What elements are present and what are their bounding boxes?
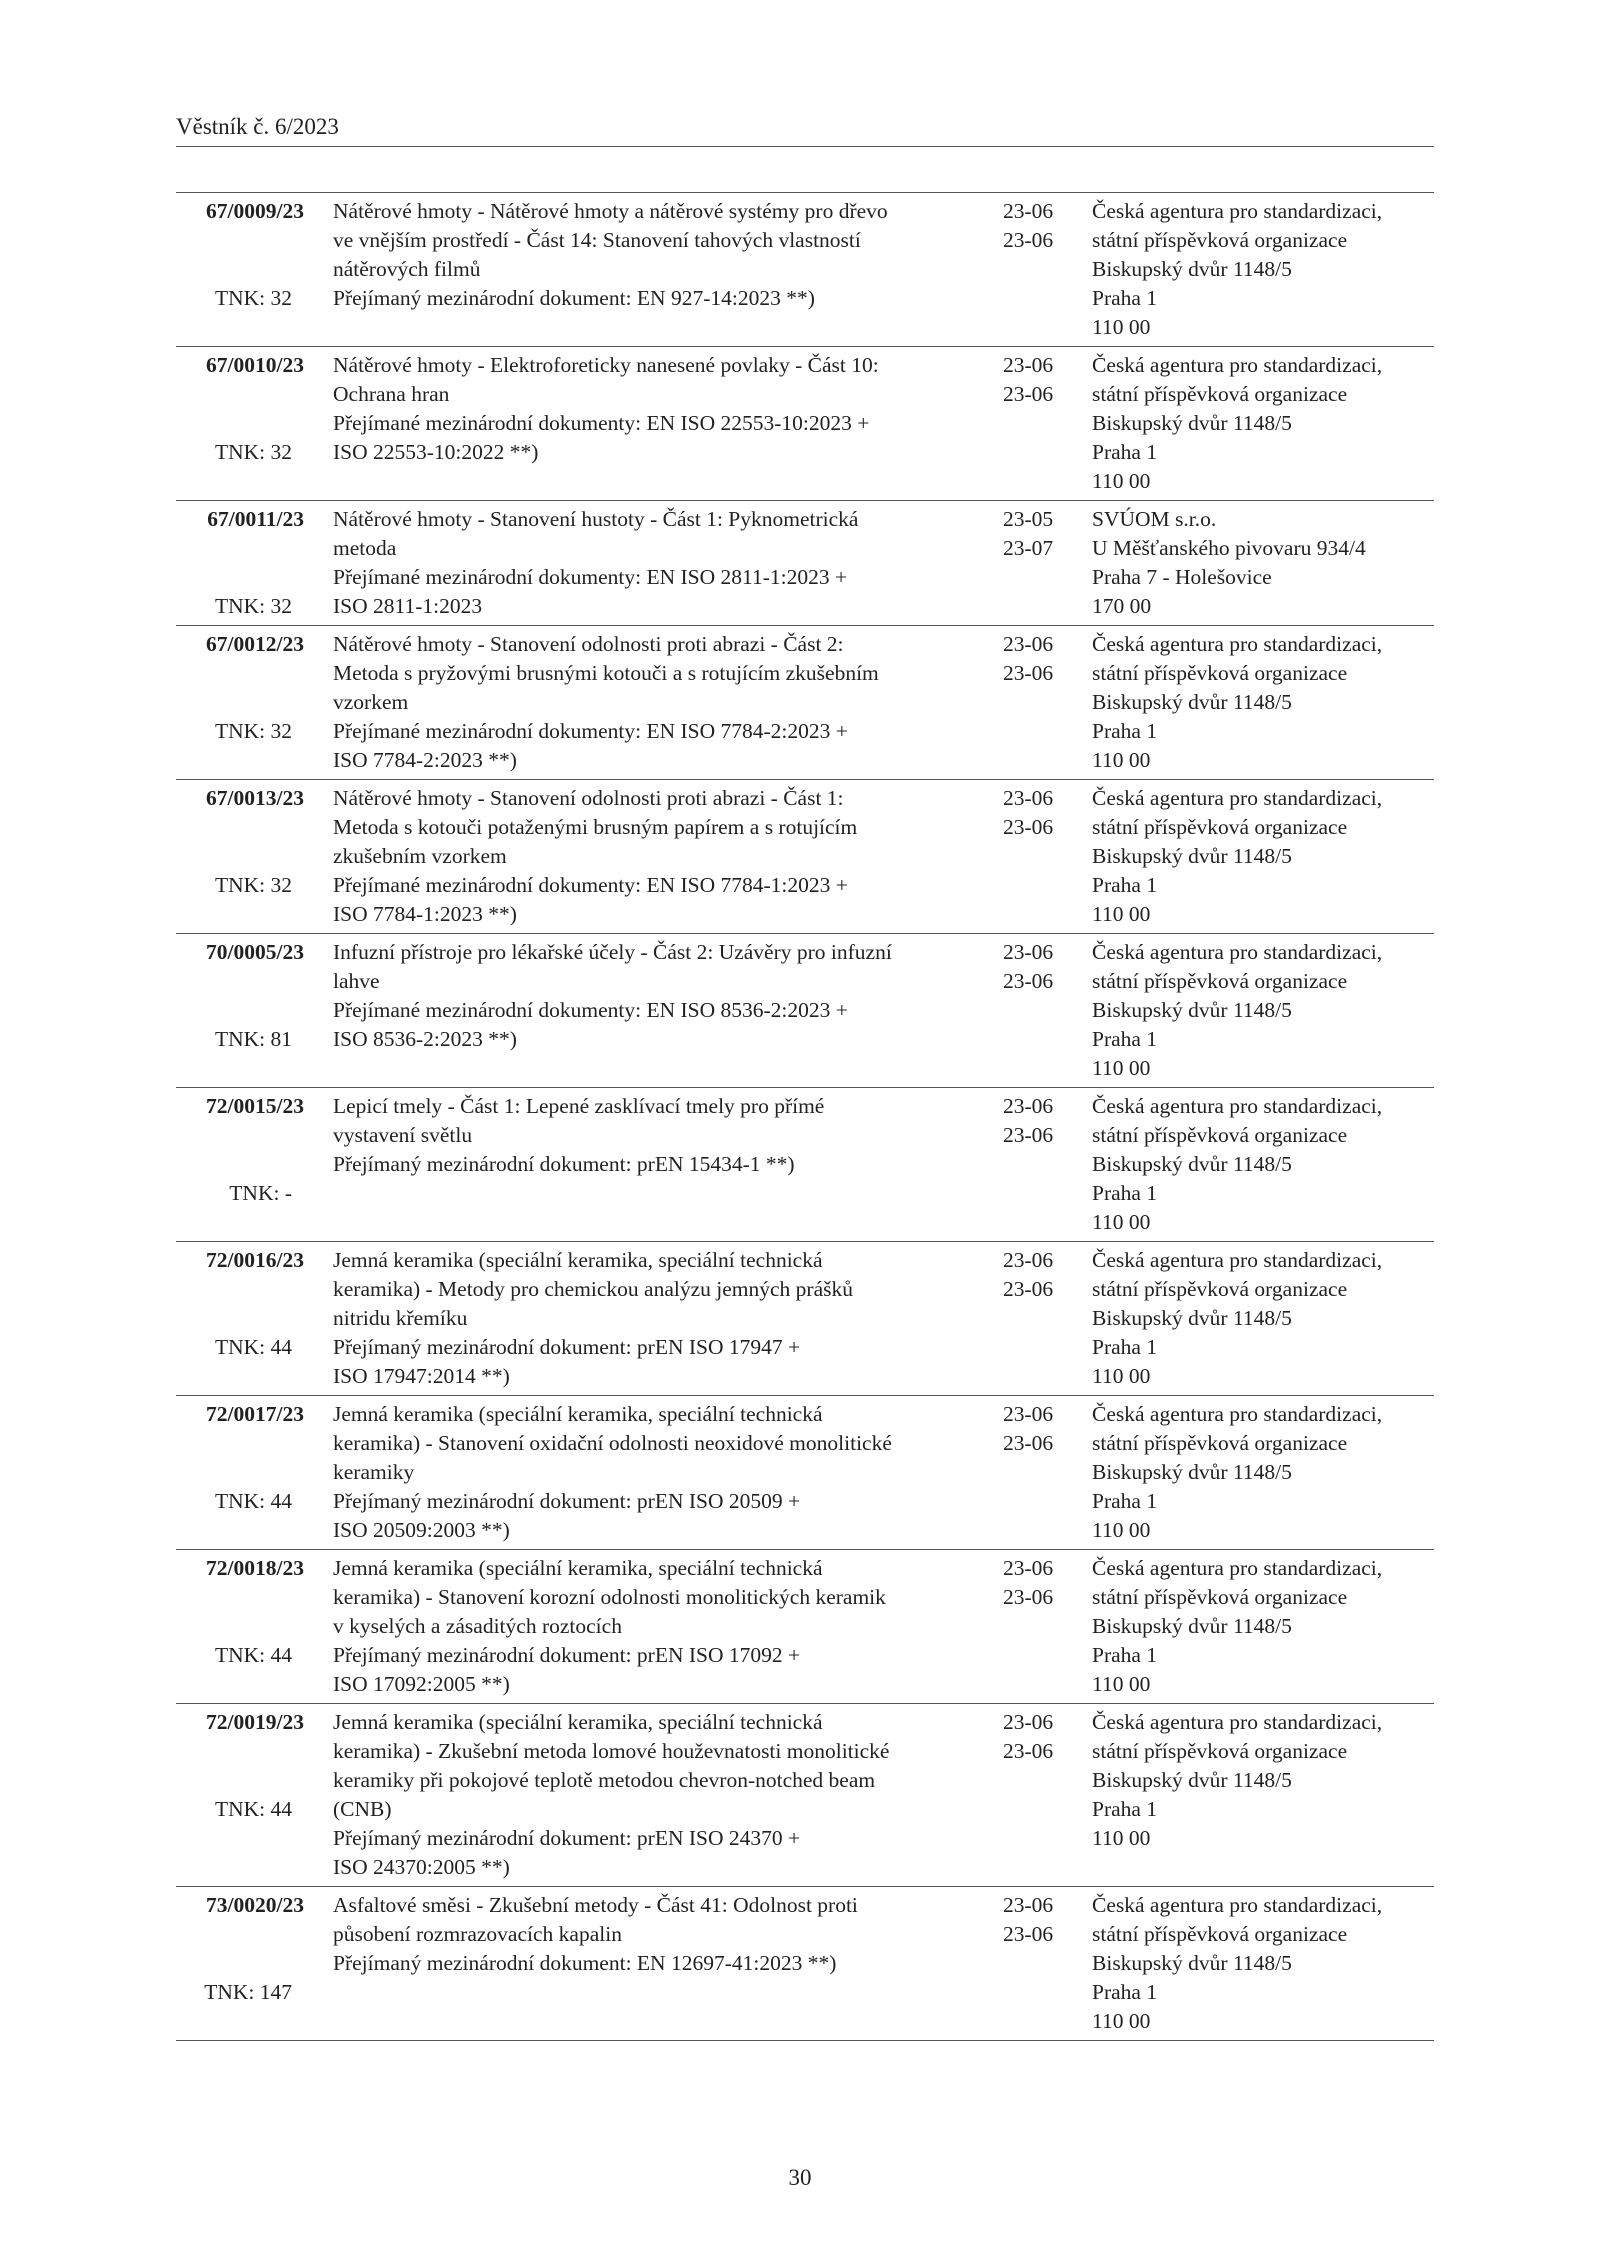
description-line: keramika) - Stanovení korozní odolnosti monolitických keramik — [333, 1585, 886, 1609]
description-line: (CNB) — [333, 1797, 392, 1821]
table-row — [176, 934, 1434, 1088]
entry-tnk: TNK: 32 — [214, 286, 292, 310]
entry-description — [333, 780, 963, 932]
description-line: ISO 8536-2:2023 **) — [333, 1027, 517, 1051]
description-line: keramika) - Stanovení oxidační odolnosti neoxidové monolitické — [333, 1431, 892, 1455]
entry-organization — [1092, 197, 1432, 342]
organization-line: 110 00 — [1092, 1210, 1151, 1234]
entry-organization — [1092, 1400, 1432, 1545]
organization-line: 110 00 — [1092, 748, 1151, 772]
entry-date: 23-06 — [1003, 1893, 1054, 1917]
entry-id: 72/0018/23 — [206, 1556, 304, 1580]
entry-date: 23-06 — [1003, 815, 1054, 839]
entry-tnk: TNK: 44 — [214, 1643, 292, 1667]
table-row — [176, 1088, 1434, 1242]
organization-line: Česká agentura pro standardizaci, — [1092, 1402, 1383, 1426]
organization-line: Praha 1 — [1092, 1797, 1158, 1821]
entry-organization — [1092, 1246, 1432, 1391]
entry-tnk: TNK: 147 — [204, 1980, 292, 2004]
description-line: keramiky — [333, 1460, 415, 1484]
organization-line: Česká agentura pro standardizaci, — [1092, 1893, 1383, 1917]
description-line: ISO 7784-2:2023 **) — [333, 748, 517, 772]
entry-dates — [1003, 1246, 1073, 1304]
entry-id: 72/0019/23 — [206, 1710, 304, 1734]
organization-line: státní příspěvková organizace — [1092, 382, 1348, 406]
description-line: ISO 20509:2003 **) — [333, 1518, 510, 1542]
entry-date: 23-06 — [1003, 1585, 1054, 1609]
entry-organization — [1092, 630, 1432, 775]
organization-line: Česká agentura pro standardizaci, — [1092, 786, 1383, 810]
description-line: Přejímané mezinárodní dokumenty: EN ISO 8536-2:2023 + — [333, 998, 848, 1022]
page-number: 30 — [788, 2165, 812, 2190]
entry-id: 70/0005/23 — [206, 940, 304, 964]
description-line: Jemná keramika (speciální keramika, speciální technická — [333, 1402, 823, 1426]
organization-line: Biskupský dvůr 1148/5 — [1092, 1306, 1292, 1330]
entry-date: 23-06 — [1003, 199, 1054, 223]
description-line: Lepicí tmely - Část 1: Lepené zasklívací tmely pro přímé — [333, 1094, 825, 1118]
entry-date: 23-06 — [1003, 1739, 1054, 1763]
organization-line: Česká agentura pro standardizaci, — [1092, 353, 1383, 377]
organization-line: Praha 1 — [1092, 286, 1158, 310]
organization-line: Praha 1 — [1092, 440, 1158, 464]
description-line: Přejímaný mezinárodní dokument: prEN ISO 24370 + — [333, 1826, 801, 1850]
entry-date: 23-06 — [1003, 353, 1054, 377]
entry-id: 72/0015/23 — [206, 1094, 304, 1118]
entry-description — [333, 501, 963, 624]
organization-line: Česká agentura pro standardizaci, — [1092, 940, 1383, 964]
organization-line: 110 00 — [1092, 902, 1151, 926]
organization-line: Biskupský dvůr 1148/5 — [1092, 1951, 1292, 1975]
organization-line: 110 00 — [1092, 1364, 1151, 1388]
entry-id: 67/0009/23 — [206, 199, 304, 223]
description-line: Přejímaný mezinárodní dokument: prEN ISO 17092 + — [333, 1643, 801, 1667]
entry-organization — [1092, 1092, 1432, 1237]
description-line: Jemná keramika (speciální keramika, speciální technická — [333, 1248, 823, 1272]
entry-organization — [1092, 784, 1432, 929]
description-line: v kyselých a zásaditých roztocích — [333, 1614, 622, 1638]
description-line: Přejímaný mezinárodní dokument: prEN ISO 20509 + — [333, 1489, 801, 1513]
organization-line: státní příspěvková organizace — [1092, 1431, 1348, 1455]
entry-id: 72/0016/23 — [206, 1248, 304, 1272]
entry-dates — [1003, 630, 1073, 688]
organization-line: Biskupský dvůr 1148/5 — [1092, 1614, 1292, 1638]
entry-dates — [1003, 1554, 1073, 1612]
entry-organization — [1092, 938, 1432, 1083]
description-line: ISO 24370:2005 **) — [333, 1855, 510, 1879]
description-line: Metoda s pryžovými brusnými kotouči a s rotujícím zkušebním — [333, 661, 879, 685]
entry-description — [333, 626, 963, 778]
description-line: nátěrových filmů — [333, 257, 481, 281]
organization-line: 110 00 — [1092, 1056, 1151, 1080]
description-line: keramika) - Metody pro chemickou analýzu jemných prášků — [333, 1277, 853, 1301]
organization-line: státní příspěvková organizace — [1092, 969, 1348, 993]
organization-line: státní příspěvková organizace — [1092, 815, 1348, 839]
organization-line: Praha 7 - Holešovice — [1092, 565, 1272, 589]
description-line: Nátěrové hmoty - Stanovení odolnosti proti abrazi - Část 1: — [333, 786, 844, 810]
organization-line: 110 00 — [1092, 469, 1151, 493]
entry-date: 23-06 — [1003, 969, 1054, 993]
table-row — [176, 1887, 1434, 2041]
organization-line: Česká agentura pro standardizaci, — [1092, 1248, 1383, 1272]
entry-date: 23-06 — [1003, 382, 1054, 406]
description-line: ISO 22553-10:2022 **) — [333, 440, 539, 464]
description-line: lahve — [333, 969, 380, 993]
organization-line: Biskupský dvůr 1148/5 — [1092, 411, 1292, 435]
description-line: ve vnějším prostředí - Část 14: Stanovení tahových vlastností — [333, 228, 861, 252]
table-row — [176, 1396, 1434, 1550]
entry-organization — [1092, 1708, 1432, 1853]
table-row — [176, 1550, 1434, 1704]
description-line: ISO 17947:2014 **) — [333, 1364, 510, 1388]
table-row — [176, 1242, 1434, 1396]
entry-id: 67/0011/23 — [207, 507, 304, 531]
entry-date: 23-06 — [1003, 632, 1054, 656]
entry-date: 23-06 — [1003, 1094, 1054, 1118]
entry-tnk: TNK: 32 — [214, 873, 292, 897]
description-line: Přejímané mezinárodní dokumenty: EN ISO 22553-10:2023 + — [333, 411, 870, 435]
entry-tnk: TNK: 81 — [214, 1027, 292, 1051]
entry-date: 23-06 — [1003, 1277, 1054, 1301]
entry-description — [333, 193, 963, 316]
organization-line: státní příspěvková organizace — [1092, 1277, 1348, 1301]
entry-date: 23-06 — [1003, 1431, 1054, 1455]
entry-date: 23-06 — [1003, 1123, 1054, 1147]
entry-date: 23-06 — [1003, 1556, 1054, 1580]
entry-dates — [1003, 351, 1073, 409]
entry-dates — [1003, 784, 1073, 842]
organization-line: Česká agentura pro standardizaci, — [1092, 199, 1383, 223]
organization-line: Praha 1 — [1092, 1643, 1158, 1667]
organization-line: Biskupský dvůr 1148/5 — [1092, 257, 1292, 281]
organization-line: 110 00 — [1092, 315, 1151, 339]
organization-line: Praha 1 — [1092, 1335, 1158, 1359]
description-line: ISO 2811-1:2023 — [333, 594, 483, 618]
description-line: metoda — [333, 536, 397, 560]
entry-tnk: TNK: 44 — [214, 1489, 292, 1513]
entry-date: 23-06 — [1003, 228, 1054, 252]
entry-tnk: TNK: 44 — [214, 1335, 292, 1359]
description-line: vystavení světlu — [333, 1123, 473, 1147]
entry-organization — [1092, 351, 1432, 496]
description-line: Přejímané mezinárodní dokumenty: EN ISO 2811-1:2023 + — [333, 565, 848, 589]
organization-line: Česká agentura pro standardizaci, — [1092, 1710, 1383, 1734]
description-line: Jemná keramika (speciální keramika, speciální technická — [333, 1710, 823, 1734]
organization-line: Biskupský dvůr 1148/5 — [1092, 1460, 1292, 1484]
organization-line: 110 00 — [1092, 1672, 1151, 1696]
description-line: Přejímané mezinárodní dokumenty: EN ISO 7784-2:2023 + — [333, 719, 848, 743]
entry-dates — [1003, 505, 1073, 563]
organization-line: Praha 1 — [1092, 1489, 1158, 1513]
description-line: působení rozmrazovacích kapalin — [333, 1922, 622, 1946]
description-line: Nátěrové hmoty - Nátěrové hmoty a nátěrové systémy pro dřevo — [333, 199, 888, 223]
entry-organization — [1092, 1891, 1432, 2036]
entry-tnk: TNK: 32 — [214, 719, 292, 743]
description-line: zkušebním vzorkem — [333, 844, 507, 868]
description-line: Infuzní přístroje pro lékařské účely - Část 2: Uzávěry pro infuzní — [333, 940, 892, 964]
organization-line: Česká agentura pro standardizaci, — [1092, 632, 1383, 656]
organization-line: státní příspěvková organizace — [1092, 1585, 1348, 1609]
description-line: Přejímaný mezinárodní dokument: EN 12697-41:2023 **) — [333, 1951, 837, 1975]
entry-description — [333, 1550, 963, 1702]
entry-dates — [1003, 1400, 1073, 1458]
organization-line: Praha 1 — [1092, 873, 1158, 897]
description-line: ISO 7784-1:2023 **) — [333, 902, 517, 926]
organization-line: Praha 1 — [1092, 719, 1158, 743]
organization-line: U Měšťanského pivovaru 934/4 — [1092, 536, 1366, 560]
entry-date: 23-06 — [1003, 786, 1054, 810]
organization-line: Biskupský dvůr 1148/5 — [1092, 690, 1292, 714]
organization-line: Biskupský dvůr 1148/5 — [1092, 998, 1292, 1022]
description-line: Nátěrové hmoty - Stanovení odolnosti proti abrazi - Část 2: — [333, 632, 844, 656]
description-line: Asfaltové směsi - Zkušební metody - Část 41: Odolnost proti — [333, 1893, 858, 1917]
description-line: Nátěrové hmoty - Elektroforeticky nanesené povlaky - Část 10: — [333, 353, 879, 377]
entry-description — [333, 1396, 963, 1548]
entry-dates — [1003, 197, 1073, 255]
organization-line: státní příspěvková organizace — [1092, 661, 1348, 685]
description-line: Jemná keramika (speciální keramika, speciální technická — [333, 1556, 823, 1580]
organization-line: 110 00 — [1092, 2009, 1151, 2033]
entry-description — [333, 1887, 963, 1981]
entry-tnk: TNK: 32 — [214, 440, 292, 464]
table-row — [176, 1704, 1434, 1887]
entry-date: 23-06 — [1003, 1248, 1054, 1272]
entry-dates — [1003, 1092, 1073, 1150]
description-line: Ochrana hran — [333, 382, 450, 406]
entry-date: 23-06 — [1003, 1710, 1054, 1734]
description-line: Přejímaný mezinárodní dokument: prEN ISO 17947 + — [333, 1335, 801, 1359]
entry-tnk: TNK: 32 — [214, 594, 292, 618]
page-header — [176, 112, 1434, 147]
table-row — [176, 347, 1434, 501]
entry-date: 23-06 — [1003, 1402, 1054, 1426]
organization-line: 110 00 — [1092, 1826, 1151, 1850]
organization-line: Biskupský dvůr 1148/5 — [1092, 1152, 1292, 1176]
organization-line: Praha 1 — [1092, 1027, 1158, 1051]
organization-line: státní příspěvková organizace — [1092, 228, 1348, 252]
organization-line: státní příspěvková organizace — [1092, 1739, 1348, 1763]
entry-description — [333, 934, 963, 1057]
organization-line: Česká agentura pro standardizaci, — [1092, 1094, 1383, 1118]
organization-line: státní příspěvková organizace — [1092, 1123, 1348, 1147]
description-line: ISO 17092:2005 **) — [333, 1672, 510, 1696]
description-line: Přejímaný mezinárodní dokument: EN 927-14:2023 **) — [333, 286, 815, 310]
entry-id: 73/0020/23 — [206, 1893, 304, 1917]
organization-line: Praha 1 — [1092, 1980, 1158, 2004]
entry-date: 23-05 — [1003, 507, 1054, 531]
entry-date: 23-06 — [1003, 940, 1054, 964]
organization-line: 170 00 — [1092, 594, 1152, 618]
organization-line: Biskupský dvůr 1148/5 — [1092, 1768, 1292, 1792]
entry-date: 23-07 — [1003, 536, 1054, 560]
description-line: keramiky při pokojové teplotě metodou chevron-notched beam — [333, 1768, 876, 1792]
header-title: Věstník č. 6/2023 — [176, 114, 339, 139]
entry-dates — [1003, 938, 1073, 996]
table-row — [176, 193, 1434, 347]
organization-line: Praha 1 — [1092, 1181, 1158, 1205]
description-line: Nátěrové hmoty - Stanovení hustoty - Část 1: Pyknometrická — [333, 507, 859, 531]
entry-description — [333, 347, 963, 470]
entry-date: 23-06 — [1003, 661, 1054, 685]
description-line: nitridu křemíku — [333, 1306, 468, 1330]
entry-id: 67/0013/23 — [206, 786, 304, 810]
entry-id: 67/0012/23 — [206, 632, 304, 656]
entry-dates — [1003, 1891, 1073, 1949]
entry-dates — [1003, 1708, 1073, 1766]
entry-tnk: TNK: 44 — [214, 1797, 292, 1821]
description-line: Přejímané mezinárodní dokumenty: EN ISO 7784-1:2023 + — [333, 873, 848, 897]
table-row — [176, 501, 1434, 626]
organization-line: Biskupský dvůr 1148/5 — [1092, 844, 1292, 868]
entry-id: 72/0017/23 — [206, 1402, 304, 1426]
entries-table — [176, 192, 1434, 2041]
entry-organization — [1092, 1554, 1432, 1699]
description-line: Metoda s kotouči potaženými brusným papírem a s rotujícím — [333, 815, 858, 839]
entry-organization — [1092, 505, 1432, 621]
organization-line: Česká agentura pro standardizaci, — [1092, 1556, 1383, 1580]
entry-tnk: TNK: - — [229, 1181, 292, 1205]
description-line: Přejímaný mezinárodní dokument: prEN 15434-1 **) — [333, 1152, 795, 1176]
organization-line: státní příspěvková organizace — [1092, 1922, 1348, 1946]
table-row — [176, 780, 1434, 934]
organization-line: 110 00 — [1092, 1518, 1151, 1542]
description-line: keramika) - Zkušební metoda lomové houževnatosti monolitické — [333, 1739, 890, 1763]
entry-description — [333, 1704, 963, 1885]
table-row — [176, 626, 1434, 780]
entry-description — [333, 1088, 963, 1182]
entry-date: 23-06 — [1003, 1922, 1054, 1946]
description-line: vzorkem — [333, 690, 409, 714]
entry-description — [333, 1242, 963, 1394]
organization-line: SVÚOM s.r.o. — [1092, 507, 1217, 531]
entry-id: 67/0010/23 — [206, 353, 304, 377]
